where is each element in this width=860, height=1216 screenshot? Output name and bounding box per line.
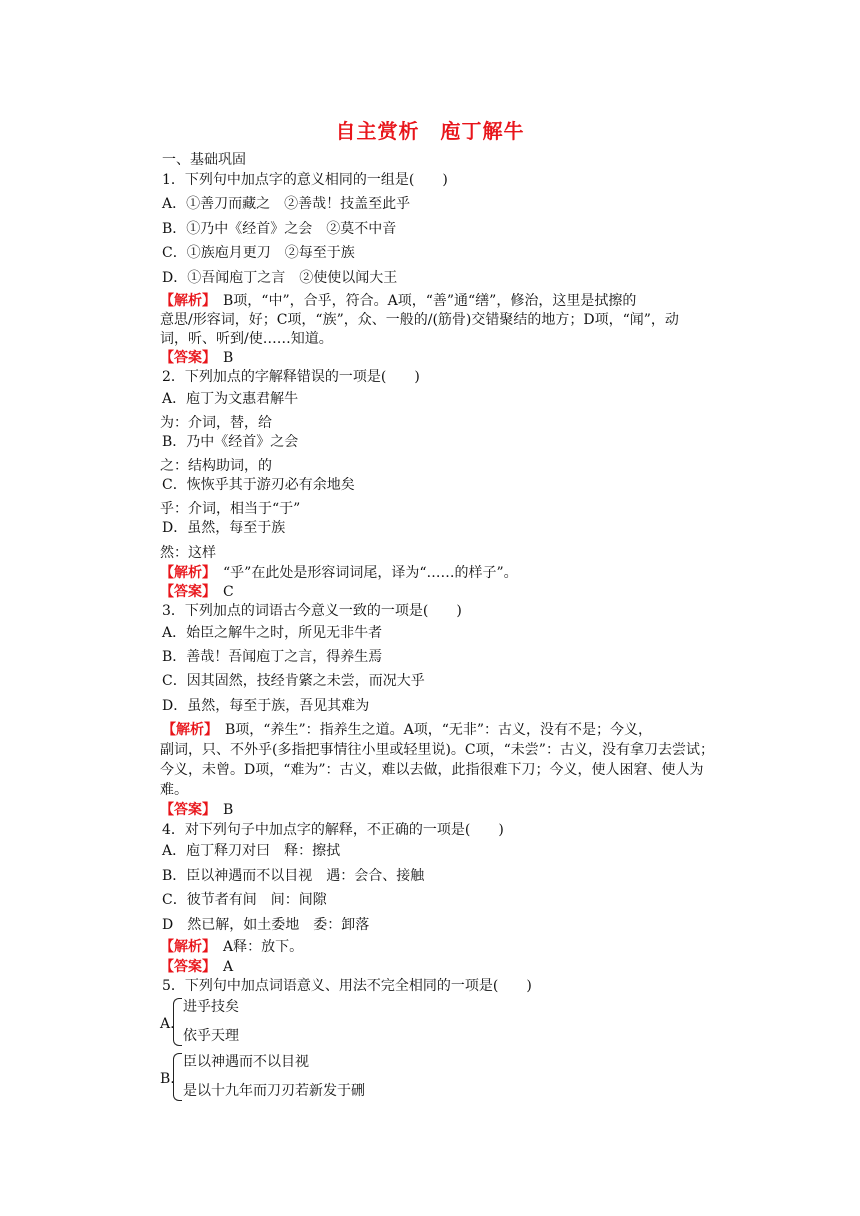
q2-option-d: D．虽然，每至于族: [162, 520, 286, 536]
q1-answer: [160, 348, 233, 368]
q2-option-c: C．恢恢乎其于游刃必有余地矣: [162, 477, 355, 493]
q5-option-b-line2: 是以十九年而刀刃若新发于硎: [183, 1083, 365, 1099]
answer-text: C: [209, 584, 234, 600]
q4-option-c: C．彼节者有间 间：间隙: [162, 892, 327, 908]
q3-analysis: [162, 720, 652, 740]
q1-analysis: [160, 291, 636, 311]
q3-option-d: D．虽然，每至于族，吾见其难为: [162, 698, 370, 714]
answer-tag: 【答案】: [160, 802, 209, 818]
q3-analysis-line3: 今义，未曾。D项，“难为”：古义，难以去做，此指很难下刀；今义，使人困窘、使人为: [160, 762, 704, 778]
answer-text: A: [209, 959, 234, 975]
brace-b: [173, 1053, 182, 1101]
q2-note-b: 之：结构助词，的: [160, 458, 272, 474]
q5-option-b-line1: 臣以神遇而不以目视: [183, 1054, 309, 1070]
q1-stem: 1．下列句中加点字的意义相同的一组是( ): [162, 172, 448, 188]
q4-option-b: B．臣以神遇而不以目视 遇：会合、接触: [162, 868, 425, 884]
q3-stem: 3．下列加点的词语古今意义一致的一项是( ): [162, 603, 462, 619]
q1-option-b: B．①乃中《经首》之会 ②莫不中音: [162, 221, 397, 237]
q4-analysis: [160, 937, 303, 957]
q3-analysis-line2: 副词，只、不外乎(多指把事情往小里或轻里说)。C项，“未尝”：古义，没有拿刀去尝试；: [160, 742, 714, 758]
q3-analysis-line4: 难。: [160, 782, 188, 798]
answer-tag: 【答案】: [160, 584, 209, 600]
section-heading: 一、基础巩固: [162, 152, 246, 168]
q3-option-b: B．善哉！吾闻庖丁之言，得养生焉: [162, 649, 383, 665]
analysis-tag: 【解析】: [160, 939, 209, 955]
analysis-text: B项，“养生”：指养生之道。A项，“无非”：古义，没有不是；今义，: [211, 722, 653, 738]
q2-option-b: B．乃中《经首》之会: [162, 434, 299, 450]
answer-tag: 【答案】: [160, 959, 209, 975]
q1-analysis-line3: 词，听、听到/使……知道。: [160, 331, 333, 347]
q5-option-a-letter: A.: [160, 1016, 175, 1032]
answer-text: B: [209, 802, 234, 818]
q2-analysis: [160, 563, 518, 583]
q5-stem: 5．下列句中加点词语意义、用法不完全相同的一项是( ): [162, 978, 532, 994]
q1-analysis-line2: 意思/形容词，好；C项，“族”，众、一般的/(筋骨)交错聚结的地方；D项，“闻”，动: [160, 312, 679, 328]
q5-option-a-line1: 进乎技矣: [183, 999, 239, 1015]
analysis-tag: 【解析】: [160, 565, 209, 581]
answer-text: B: [209, 350, 234, 366]
q5-option-b-letter: B.: [160, 1071, 175, 1087]
q2-note-d: 然：这样: [160, 545, 216, 561]
analysis-text: “乎”在此处是形容词词尾，译为“……的样子”。: [209, 565, 518, 581]
q1-option-a: A．①善刀而藏之 ②善哉！技盖至此乎: [162, 196, 411, 212]
analysis-text: B项，“中”，合乎，符合。A项，“善”通“缮”，修治，这里是拭擦的: [209, 293, 637, 309]
analysis-text: A释：放下。: [209, 939, 304, 955]
q2-option-a: A．庖丁为文惠君解牛: [162, 391, 299, 407]
q2-answer: [160, 582, 234, 602]
q4-option-d: D 然已解，如土委地 委：卸落: [162, 917, 370, 933]
q3-option-a: A．始臣之解牛之时，所见无非牛者: [162, 625, 383, 641]
q1-option-c: C．①族庖月更刀 ②每至于族: [162, 245, 355, 261]
analysis-tag: 【解析】: [162, 722, 211, 738]
answer-tag: 【答案】: [160, 350, 209, 366]
analysis-tag: 【解析】: [160, 293, 209, 309]
q2-note-c: 乎：介词，相当于“于”: [160, 501, 301, 517]
q4-answer: [160, 957, 233, 977]
brace-a: [173, 998, 182, 1046]
q3-option-c: C．因其固然，技经肯綮之未尝，而况大乎: [162, 673, 425, 689]
page-title: 自主赏析 庖丁解牛: [335, 119, 525, 143]
q5-option-a-line2: 依乎天理: [183, 1028, 239, 1044]
q3-answer: [160, 800, 233, 820]
q1-option-d: D．①吾闻庖丁之言 ②使使以闻大王: [162, 270, 398, 286]
q4-option-a: A．庖丁释刀对曰 释：擦拭: [162, 843, 341, 859]
q2-stem: 2．下列加点的字解释错误的一项是( ): [162, 369, 420, 385]
q4-stem: 4．对下列句子中加点字的解释，不正确的一项是( ): [162, 822, 504, 838]
q2-note-a: 为：介词，替，给: [160, 415, 272, 431]
